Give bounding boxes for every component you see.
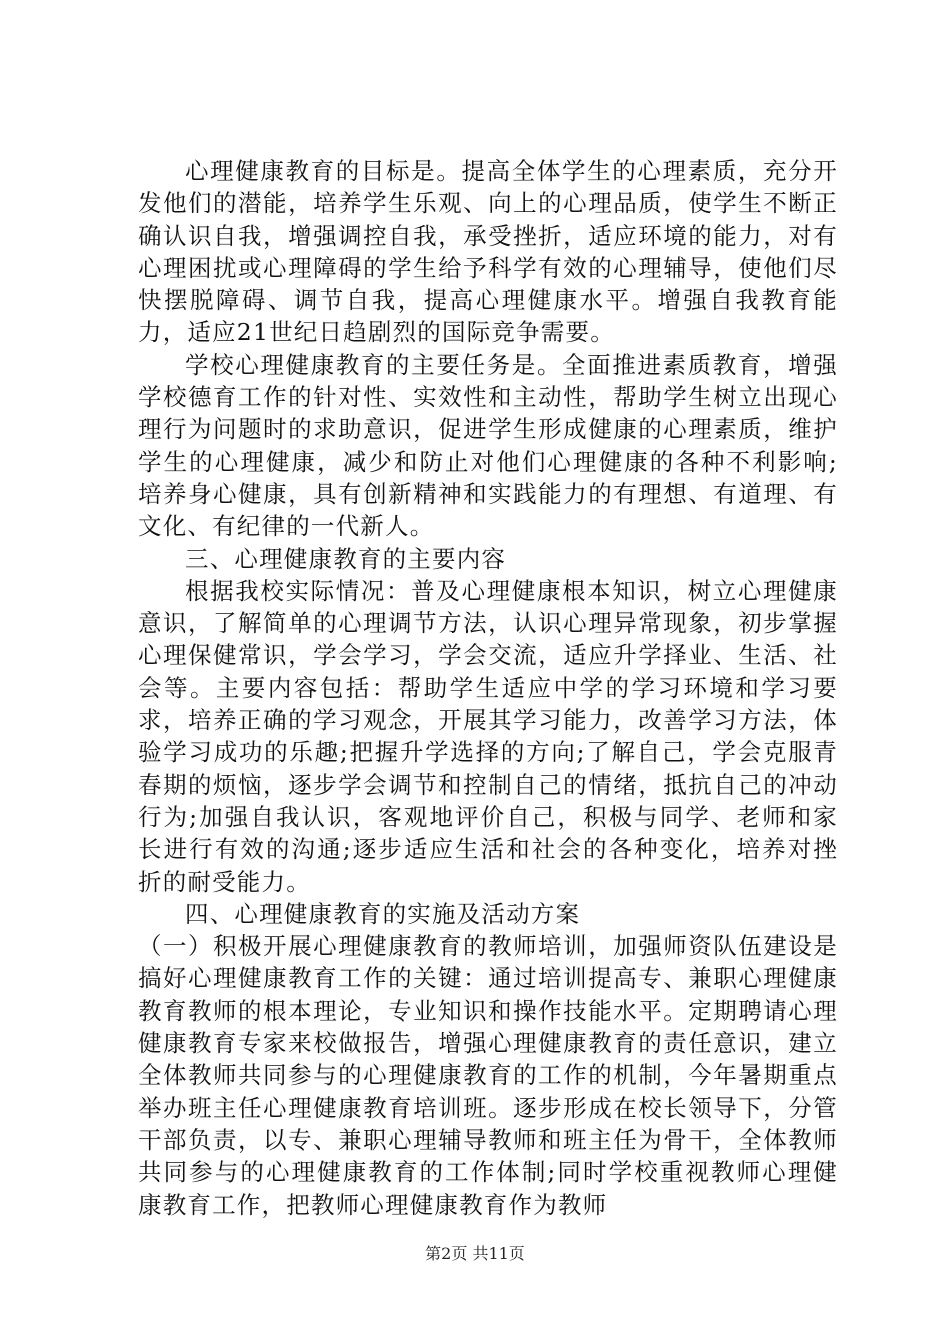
paragraph-tasks: 学校心理健康教育的主要任务是。全面推进素质教育，增强学校德育工作的针对性、实效性和主动性，帮助学生树立出现心理行为问题时的求助意识，促进学生形成健康的心理素质，维护学生的心理健康，减少和防止对他们心理健康的各种不利影响;培养身心健康，具有创新精神和实践能力的有理想、有道理、有文化、有纪律的一代新人。 [138, 350, 838, 541]
paragraph-content: 根据我校实际情况：普及心理健康根本知识，树立心理健康意识，了解简单的心理调节方法，认识心理异常现象，初步掌握心理保健常识，学会学习，学会交流，适应升学择业、生活、社会等。主要内容包括：帮助学生适应中学的学习环境和学习要求，培养正确的学习观念，开展其学习能力，改善学习方法，体验学习成功的乐趣;把握升学选择的方向;了解自己，学会克服青春期的烦恼，逐步学会调节和控制自己的情绪，抵抗自己的冲动行为;加强自我认识，客观地评价自己，积极与同学、老师和家长进行有效的沟通;逐步适应生活和社会的各种变化，培养对挫折的耐受能力。 [138, 576, 838, 896]
paragraph-teacher-training: （一）积极开展心理健康教育的教师培训，加强师资队伍建设是搞好心理健康教育工作的关键：通过培训提高专、兼职心理健康教育教师的根本理论，专业知识和操作技能水平。定期聘请心理健康教育专家来校做报告，增强心理健康教育的责任意识，建立全体教师共同参与的心理健康教育的工作的机制，今年暑期重点举办班主任心理健康教育培训班。逐步形成在校长领导下，分管干部负责，以专、兼职心理辅导教师和班主任为骨干，全体教师共同参与的心理健康教育的工作体制;同时学校重视教师心理健康教育工作，把教师心理健康教育作为教师 [138, 932, 838, 1219]
section-heading-implementation: 四、心理健康教育的实施及活动方案 [185, 899, 581, 928]
section-heading-content: 三、心理健康教育的主要内容 [185, 544, 507, 573]
document-body [138, 155, 838, 1221]
page-number: 第2页 共11页 [425, 1244, 525, 1263]
paragraph-goals: 心理健康教育的目标是。提高全体学生的心理素质，充分开发他们的潜能，培养学生乐观、向上的心理品质，使学生不断正确认识自我，增强调控自我，承受挫折，适应环境的能力，对有心理困扰或心理障碍的学生给予科学有效的心理辅导，使他们尽快摆脱障碍、调节自我，提高心理健康水平。增强自我教育能力，适应21世纪日趋剧烈的国际竞争需要。 [138, 157, 838, 347]
